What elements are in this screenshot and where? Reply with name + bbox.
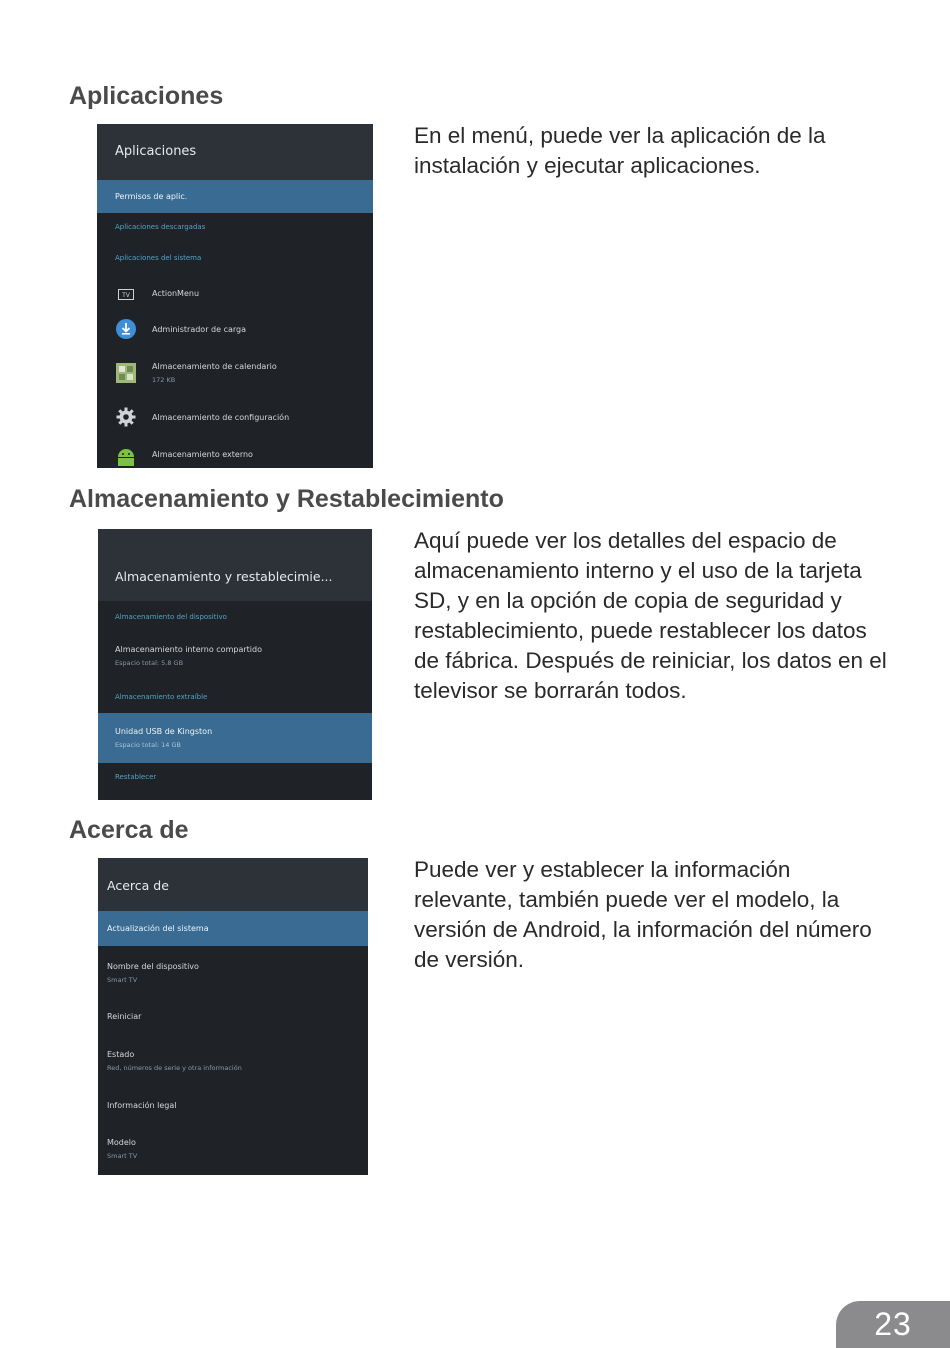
app-row-actionmenu[interactable] (97, 282, 373, 306)
screen-header (98, 858, 368, 911)
app-row-almacenamiento-externo[interactable] (97, 442, 373, 468)
section-title-acerca-de: Acerca de (69, 816, 189, 844)
about-label: Actualización del sistema (107, 924, 209, 933)
download-icon (116, 319, 136, 339)
tv-icon (116, 284, 136, 304)
screenshot-aplicaciones (97, 124, 373, 468)
gear-icon (116, 407, 136, 427)
about-label: Nombre del dispositivo (107, 962, 199, 971)
about-sublabel: Smart TV (107, 976, 138, 984)
about-row-nombre-dispositivo[interactable] (98, 958, 368, 992)
app-label: ActionMenu (152, 289, 200, 298)
screen-header-title: Aplicaciones (115, 144, 197, 159)
section-title-almacenamiento: Almacenamiento y Restablecimiento (69, 485, 504, 513)
screenshot-acerca-de (98, 858, 368, 1175)
android-icon (116, 446, 136, 466)
about-sublabel: Red, números de serie y otra información (107, 1064, 242, 1072)
storage-sublabel: Espacio total: 5.8 GB (115, 659, 184, 667)
about-row-modelo[interactable] (98, 1134, 368, 1168)
category-label: Almacenamiento del dispositivo (115, 613, 227, 621)
category-label: Aplicaciones del sistema (115, 254, 202, 262)
description-almacenamiento: Aquí puede ver los detalles del espacio de almacenamiento interno y el uso de la tarjeta SD, y en la opción de copia de seguridad y restablecimiento, puede restablecer los datos de fábrica. Después de reiniciar, los datos en el televisor se borrarán todos. (414, 528, 887, 703)
category-almacenamiento-dispositivo[interactable] (98, 609, 372, 629)
description-aplicaciones: En el menú, puede ver la aplicación de la instalación y ejecutar aplicaciones. (414, 123, 826, 178)
about-label: Reiniciar (107, 1012, 142, 1021)
storage-row-usb-kingston[interactable] (98, 713, 372, 763)
category-almacenamiento-extraible[interactable] (98, 689, 372, 709)
app-label: Almacenamiento de calendario (152, 362, 277, 371)
section-title-aplicaciones: Aplicaciones (69, 82, 224, 110)
menu-item-label: Permisos de aplic. (115, 192, 188, 201)
app-label: Administrador de carga (152, 325, 246, 334)
category-label: Restablecer (115, 773, 157, 781)
category-label: Aplicaciones descargadas (115, 223, 206, 231)
about-sublabel: Smart TV (107, 1152, 138, 1160)
category-restablecer[interactable] (98, 769, 372, 789)
app-label: Almacenamiento externo (152, 450, 253, 459)
screenshot-almacenamiento (98, 529, 372, 800)
category-aplicaciones-sistema[interactable] (97, 250, 373, 270)
screen-header-title: Almacenamiento y restablecimie... (115, 569, 333, 584)
app-sublabel: 172 KB (152, 376, 176, 384)
about-row-estado[interactable] (98, 1046, 368, 1080)
about-label: Estado (107, 1050, 135, 1059)
svg-text:TV: TV (122, 291, 130, 299)
app-row-almacenamiento-calendario[interactable] (97, 357, 373, 389)
page-number: 23 (836, 1301, 950, 1348)
app-label: Almacenamiento de configuración (152, 413, 290, 422)
storage-label: Almacenamiento interno compartido (115, 645, 262, 654)
screen-header-title: Acerca de (107, 878, 169, 893)
about-label: Información legal (107, 1101, 177, 1110)
about-label: Modelo (107, 1138, 136, 1147)
storage-row-interno[interactable] (98, 641, 372, 675)
screen-header (97, 124, 373, 180)
menu-item-permisos[interactable] (97, 180, 373, 213)
about-row-actualizacion[interactable] (98, 911, 368, 946)
app-row-almacenamiento-configuracion[interactable] (97, 405, 373, 429)
storage-label: Unidad USB de Kingston (115, 727, 213, 736)
category-label: Almacenamiento extraíble (115, 693, 208, 701)
category-aplicaciones-descargadas[interactable] (97, 219, 373, 239)
app-row-administrador-carga[interactable] (97, 317, 373, 343)
screen-header (98, 529, 372, 601)
description-acerca-de: Puede ver y establecer la información relevante, también puede ver el modelo, la versión de Android, la información del número de versión. (414, 857, 872, 972)
about-row-informacion-legal[interactable] (98, 1097, 368, 1119)
storage-sublabel: Espacio total: 14 GB (115, 741, 181, 749)
about-row-reiniciar[interactable] (98, 1008, 368, 1030)
calendar-image-icon (116, 363, 136, 383)
